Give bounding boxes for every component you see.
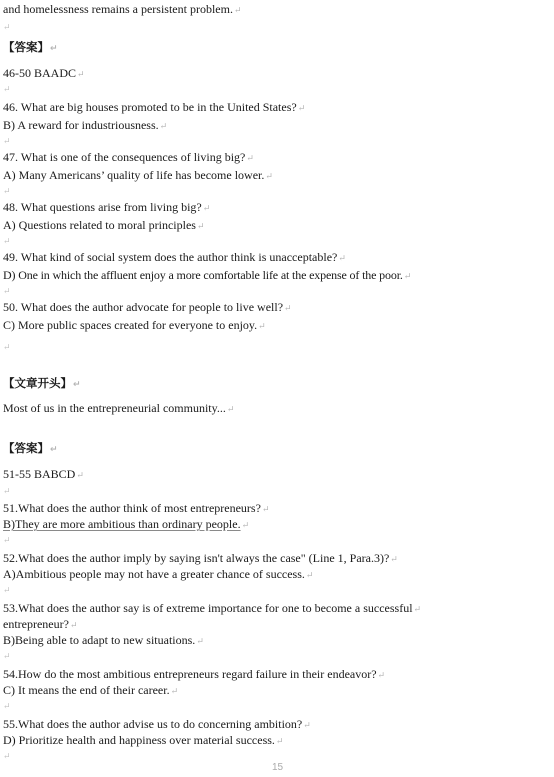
question-46: 46. What are big houses promoted to be in the United States?↵ — [3, 100, 306, 114]
opening-header: 【文章开头】↵ — [3, 376, 81, 390]
answer-54: C) It means the end of their career.↵ — [3, 683, 179, 697]
intro-line: and homelessness remains a persistent problem.↵ — [3, 2, 242, 16]
paragraph-mark: ↵ — [3, 236, 11, 246]
paragraph-mark: ↵ — [3, 286, 11, 296]
question-48: 48. What questions arise from living big?↵ — [3, 200, 211, 214]
opening-line: Most of us in the entrepreneurial community...↵ — [3, 401, 235, 415]
paragraph-mark: ↵ — [3, 585, 11, 595]
paragraph-mark: ↵ — [3, 342, 11, 352]
page-number: 15 — [272, 762, 284, 773]
paragraph-mark: ↵ — [3, 22, 11, 32]
question-53: 53.What does the author say is of extreme importance for one to become a successful↵ — [3, 601, 422, 615]
paragraph-mark: ↵ — [3, 535, 11, 545]
answer-55: D) Prioritize health and happiness over material success.↵ — [3, 733, 284, 747]
answer-header: 【答案】↵ — [3, 40, 58, 54]
paragraph-mark: ↵ — [3, 751, 11, 761]
question-55: 55.What does the author advise us to do concerning ambition?↵ — [3, 717, 311, 731]
question-47: 47. What is one of the consequences of living big?↵ — [3, 150, 254, 164]
answer-46: B) A reward for industriousness.↵ — [3, 118, 168, 132]
answer-key: 51-55 BABCD↵ — [3, 467, 84, 481]
paragraph-mark: ↵ — [3, 186, 11, 196]
question-53-continued: entrepreneur?↵ — [3, 617, 78, 631]
question-51: 51.What does the author think of most entrepreneurs?↵ — [3, 501, 270, 515]
answer-header: 【答案】↵ — [3, 441, 58, 455]
answer-key: 46-50 BAADC↵ — [3, 66, 85, 80]
paragraph-mark: ↵ — [3, 701, 11, 711]
answer-53: B)Being able to adapt to new situations.↵ — [3, 633, 204, 647]
answer-52: A)Ambitious people may not have a greater chance of success.↵ — [3, 567, 314, 581]
paragraph-mark: ↵ — [3, 136, 11, 146]
paragraph-mark: ↵ — [3, 486, 11, 496]
answer-48: A) Questions related to moral principles↵ — [3, 218, 205, 232]
answer-49: D) One in which the affluent enjoy a more comfortable life at the expense of the poor.↵ — [3, 268, 412, 282]
question-50: 50. What does the author advocate for people to live well?↵ — [3, 300, 292, 314]
answer-50: C) More public spaces created for everyone to enjoy.↵ — [3, 318, 266, 332]
question-49: 49. What kind of social system does the author think is unacceptable?↵ — [3, 250, 346, 264]
question-52: 52.What does the author imply by saying isn't always the case" (Line 1, Para.3)?↵ — [3, 551, 398, 565]
answer-51: B)They are more ambitious than ordinary people.↵ — [3, 517, 250, 531]
answer-47: A) Many Americans’ quality of life has become lower.↵ — [3, 168, 273, 182]
paragraph-mark: ↵ — [3, 651, 11, 661]
paragraph-mark: ↵ — [3, 84, 11, 94]
question-54: 54.How do the most ambitious entrepreneurs regard failure in their endeavor?↵ — [3, 667, 386, 681]
